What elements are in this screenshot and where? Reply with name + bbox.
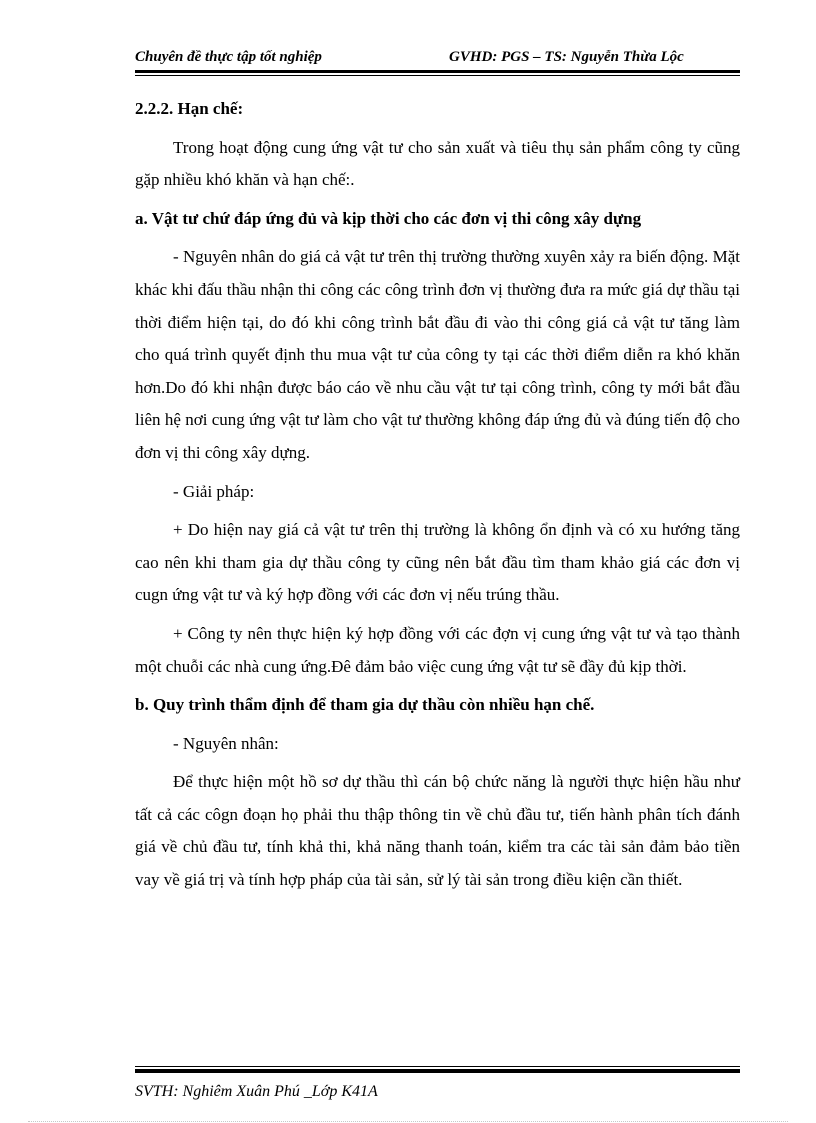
page-header [135,47,740,69]
section-heading: 2.2.2. Hạn chế: [135,99,244,118]
b-cause-label: - Nguyên nhân: [173,733,279,753]
intro-paragraph: Trong hoạt động cung ứng vật tư cho sản xuất và tiêu thụ sản phẩm công ty cũng gặp nhiều khó khăn và hạn chế:. [135,137,740,190]
b-cause-paragraph: Để thực hiện một hồ sơ dự thầu thì cán bộ chức năng là người thực hiện hầu như tất cả các côgn đoạn họ phải thu thập thông tin về chủ đầu tư, tiến hành phân tích đánh giá về chủ đầu tư, tính khả thi, khả năng thanh toán, kiểm tra các tài sản đảm bảo tiền vay về giá trị và tính hợp pháp của tài sản, sử lý tài sản trong điều kiện cần thiết. [135,772,740,890]
subheading-a: a. Vật tư chứ đáp ứng đủ và kịp thời cho các đơn vị thi công xây dựng [135,208,642,228]
header-rule-thin [135,75,740,76]
a-solution-label: - Giải pháp: [173,481,255,501]
page-edge-divider [28,1121,788,1122]
a-solution-1-paragraph: + Do hiện nay giá cả vật tư trên thị trường là không ổn định và có xu hướng tăng cao nên khi tham gia dự thầu công ty cũng nên bắt đầu tìm tham khảo giá các đơn vị cugn ứng vật tư và ký hợp đồng với các đơn vị nếu trúng thầu. [135,520,740,605]
document-body [135,93,740,903]
header-rule-thick [135,70,740,73]
header-advisor: GVHD: PGS – TS: Nguyễn Thừa Lộc [449,49,684,65]
footer-rule-thick [135,1069,740,1073]
subheading-b: b. Quy trình thẩm định để tham gia dự thầu còn nhiều hạn chế. [135,695,595,715]
header-topic: Chuyên đề thực tập tốt nghiệp [135,49,322,65]
footer-rule-thin [135,1066,740,1067]
page-footer: SVTH: Nghiêm Xuân Phú _Lớp K41A [135,1083,378,1100]
a-cause-paragraph: - Nguyên nhân do giá cả vật tư trên thị trường thường xuyên xảy ra biến động. Mặt khác khi đấu thầu nhận thi công các công trình đơn vị thường đưa ra mức giá dự thầu tại thời điểm hiện tại, do đó khi công trình bắt đầu đi vào thi công giá cả vật tư tăng làm cho quá trình quyết định thu mua vật tư của công ty tại các thời điểm diễn ra khó khăn hơn.Do đó khi nhận được báo cáo về nhu cầu vật tư tại công trình, công ty mới bắt đầu liên hệ nơi cung ứng vật tư làm cho vật tư thường không đáp ứng đủ và đúng tiến độ cho đơn vị thi công xây dựng. [135,247,740,462]
a-solution-2-paragraph: + Công ty nên thực hiện ký hợp đồng với các đợn vị cung ứng vật tư và tạo thành một chuỗi các nhà cung ứng.Đê đảm bảo việc cung ứng vật tư sẽ đầy đủ kịp thời. [135,623,740,676]
